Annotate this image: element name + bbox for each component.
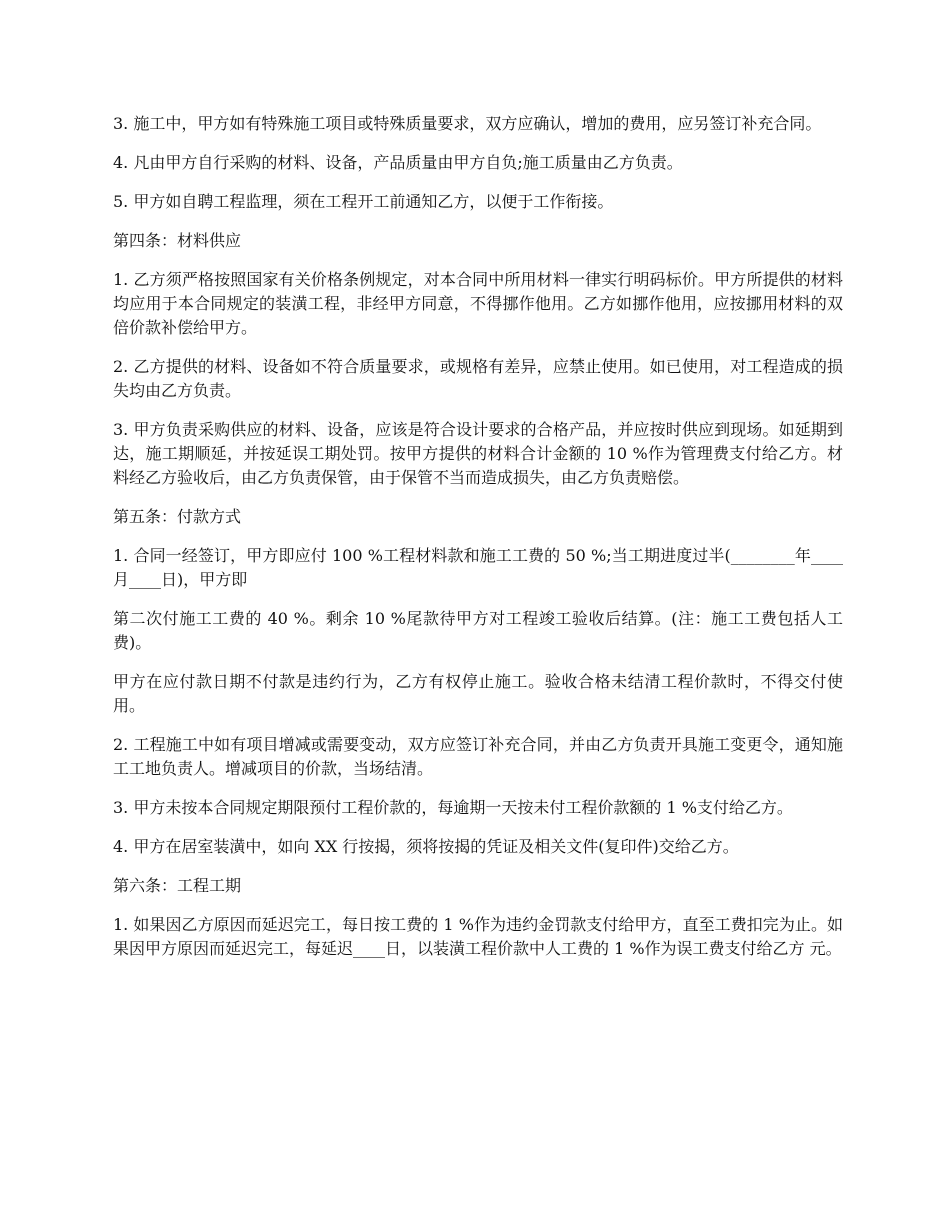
- clause-5-4-paragraph: 4. 甲方在居室装潢中，如向 XX 行按揭，须将按揭的凭证及相关文件(复印件)交给乙方。: [113, 837, 739, 856]
- clause-6-1-paragraph: 1. 如果因乙方原因而延迟完工，每日按工费的 1 %作为违约金罚款支付给甲方，直至工费扣完为止。如果因甲方原因而延迟完工，每延迟____日，以装潢工程价款中人工费的 1 %作为误工费支付给乙方 元。: [113, 915, 843, 958]
- clause-4-3-paragraph: 3. 甲方负责采购供应的材料、设备，应该是符合设计要求的合格产品，并应按时供应到现场。如延期到达，施工期顺延，并按延误工期处罚。按甲方提供的材料合计金额的 10 %作为管理费支付给乙方。材料经乙方验收后，由乙方负责保管，由于保管不当而造成损失，由乙方负责赔偿。: [113, 420, 843, 487]
- clause-3-3-paragraph: 3. 施工中，甲方如有特殊施工项目或特殊质量要求，双方应确认，增加的费用，应另签订补充合同。: [113, 114, 822, 133]
- clause-5-2-paragraph: 2. 工程施工中如有项目增减或需要变动，双方应签订补充合同，并由乙方负责开具施工变更令，通知施工工地负责人。增减项目的价款，当场结清。: [113, 735, 843, 778]
- clause-4-2-paragraph: 2. 乙方提供的材料、设备如不符合质量要求，或规格有差异，应禁止使用。如已使用，对工程造成的损失均由乙方负责。: [113, 357, 843, 400]
- article-5-heading: 第五条：付款方式: [113, 507, 242, 526]
- document-body: [113, 112, 843, 976]
- article-4-heading: 第四条：材料供应: [113, 231, 242, 250]
- clause-5-1-continuation-paragraph: 第二次付施工工费的 40 %。剩余 10 %尾款待甲方对工程竣工验收后结算。(注：施工工费包括人工费)。: [113, 609, 843, 652]
- clause-5-late-payment-paragraph: 甲方在应付款日期不付款是违约行为，乙方有权停止施工。验收合格未结清工程价款时，不得交付使用。: [113, 672, 843, 715]
- article-6-heading: 第六条：工程工期: [113, 876, 242, 895]
- clause-5-3-paragraph: 3. 甲方未按本合同规定期限预付工程价款的，每逾期一天按未付工程价款额的 1 %支付给乙方。: [113, 798, 793, 817]
- clause-3-5-paragraph: 5. 甲方如自聘工程监理，须在工程开工前通知乙方，以便于工作衔接。: [113, 192, 614, 211]
- clause-4-1-paragraph: 1. 乙方须严格按照国家有关价格条例规定，对本合同中所用材料一律实行明码标价。甲方所提供的材料均应用于本合同规定的装潢工程，非经甲方同意，不得挪作他用。乙方如挪作他用，应按挪用材料的双倍价款补偿给甲方。: [113, 270, 843, 337]
- clause-3-4-paragraph: 4. 凡由甲方自行采购的材料、设备，产品质量由甲方自负;施工质量由乙方负责。: [113, 153, 683, 172]
- clause-5-1-paragraph: 1. 合同一经签订，甲方即应付 100 %工程材料款和施工工费的 50 %;当工期进度过半(________年____月____日)，甲方即: [113, 546, 843, 589]
